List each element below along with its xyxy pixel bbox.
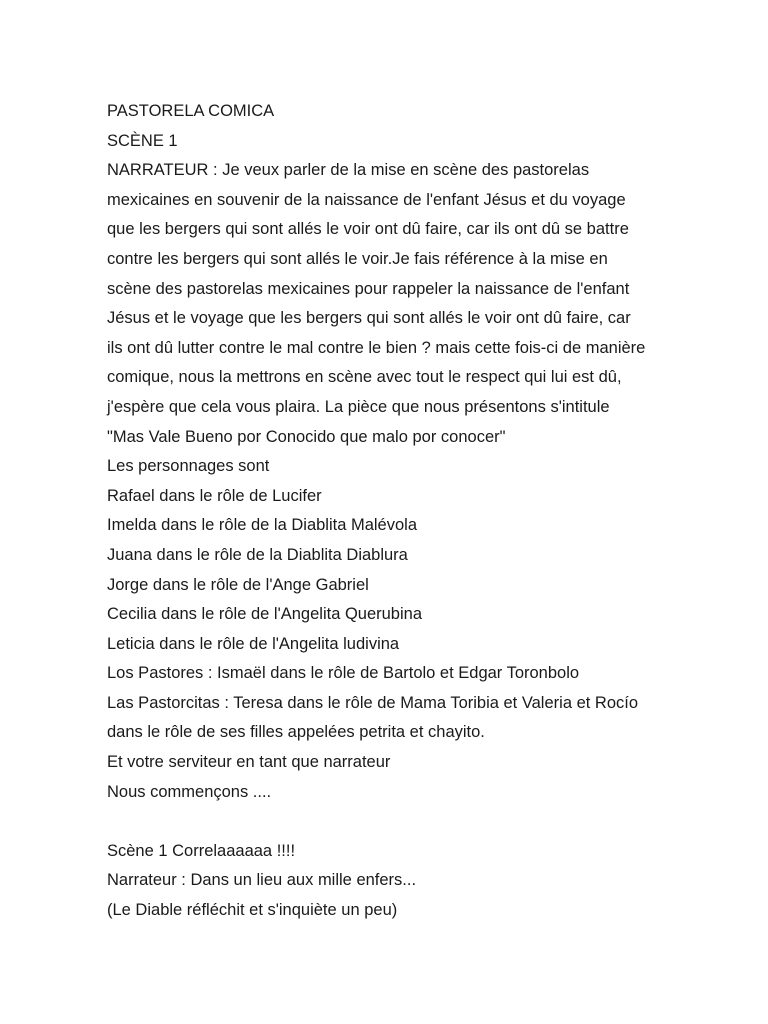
character-line: Los Pastores : Ismaël dans le rôle de Bartolo et Edgar Toronbolo [107, 664, 580, 683]
narrator-intro-line: mexicaines en souvenir de la naissance de l'enfant Jésus et du voyage [107, 190, 626, 209]
scene-two-heading: Scène 1 Correlaaaaaa !!!! [107, 841, 296, 860]
scene-heading: SCÈNE 1 [107, 131, 178, 150]
character-line: Imelda dans le rôle de la Diablita Malévola [107, 516, 418, 535]
paragraph-gap [107, 807, 707, 837]
stage-direction: (Le Diable réfléchit et s'inquiète un peu) [107, 901, 398, 920]
document-title: PASTORELA COMICA [107, 102, 275, 120]
character-line: Jorge dans le rôle de l'Ange Gabriel [107, 575, 369, 594]
scene-two-narrator-line: Narrateur : Dans un lieu aux mille enfers... [107, 871, 417, 890]
narrator-intro-line: comique, nous la mettrons en scène avec tout le respect qui lui est dû, [107, 368, 622, 387]
character-line: Leticia dans le rôle de l'Angelita ludivina [107, 634, 400, 653]
character-line: Cecilia dans le rôle de l'Angelita Querubina [107, 605, 423, 624]
play-title-line: "Mas Vale Bueno por Conocido que malo por conocer" [107, 427, 506, 446]
character-line: Et votre serviteur en tant que narrateur [107, 753, 391, 772]
document-text [107, 97, 707, 926]
narrator-intro-line: ils ont dû lutter contre le mal contre le bien ? mais cette fois-ci de manière [107, 338, 646, 357]
character-line: Juana dans le rôle de la Diablita Diablura [107, 545, 408, 564]
character-line: dans le rôle de ses filles appelées petrita et chayito. [107, 723, 485, 742]
begin-line: Nous commençons .... [107, 782, 272, 801]
narrator-intro-line: contre les bergers qui sont allés le voir.Je fais référence à la mise en [107, 249, 608, 268]
character-line: Las Pastorcitas : Teresa dans le rôle de Mama Toribia et Valeria et Rocío [107, 693, 639, 712]
characters-heading: Les personnages sont [107, 457, 270, 476]
narrator-intro-line: j'espère que cela vous plaira. La pièce que nous présentons s'intitule [107, 397, 610, 416]
character-line: Rafael dans le rôle de Lucifer [107, 486, 322, 505]
narrator-intro-line: Jésus et le voyage que les bergers qui sont allés le voir ont dû faire, car [107, 309, 631, 328]
narrator-intro-line: que les bergers qui sont allés le voir ont dû faire, car ils ont dû se battre [107, 220, 629, 239]
narrator-intro-line: scène des pastorelas mexicaines pour rappeler la naissance de l'enfant [107, 279, 630, 298]
narrator-intro-line: NARRATEUR : Je veux parler de la mise en scène des pastorelas [107, 161, 590, 180]
